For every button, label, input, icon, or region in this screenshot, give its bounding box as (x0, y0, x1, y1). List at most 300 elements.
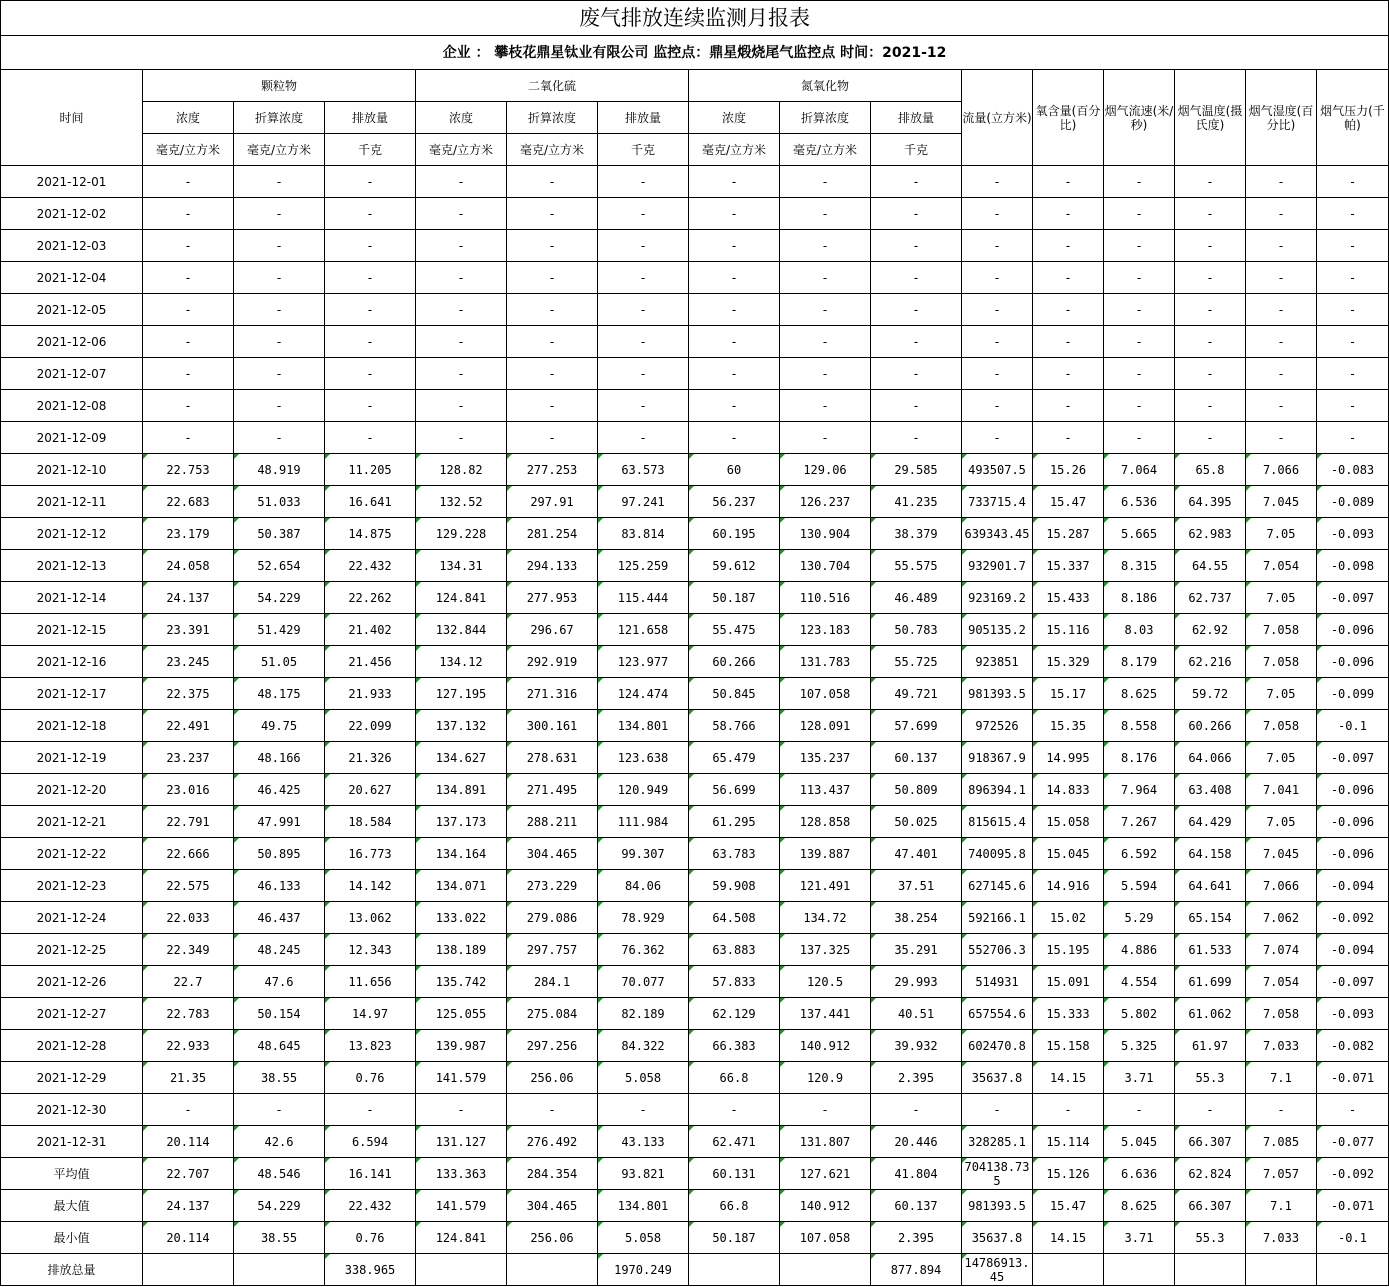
table-row (1, 1062, 1389, 1094)
table-cell: 256.06 (507, 1062, 598, 1094)
table-cell: 1970.249 (598, 1254, 689, 1286)
table-cell: -0.083 (1317, 454, 1389, 486)
table-cell: 120.5 (780, 966, 871, 998)
table-cell: 297.91 (507, 486, 598, 518)
table-cell: 131.783 (780, 646, 871, 678)
report-month: 2021-12 (882, 44, 947, 61)
table-cell: -0.098 (1317, 550, 1389, 582)
table-cell: 7.085 (1246, 1126, 1317, 1158)
table-cell: 22.262 (325, 582, 416, 614)
table-cell: - (1317, 198, 1389, 230)
table-cell: 55.3 (1175, 1222, 1246, 1254)
table-row (1, 454, 1389, 486)
table-cell: 127.195 (416, 678, 507, 710)
table-cell (1246, 1254, 1317, 1286)
table-cell: - (1033, 1094, 1104, 1126)
table-cell: - (598, 230, 689, 262)
table-cell: 37.51 (871, 870, 962, 902)
table-cell: 50.845 (689, 678, 780, 710)
table-cell: 4.886 (1104, 934, 1175, 966)
table-cell: 131.127 (416, 1126, 507, 1158)
table-cell: - (689, 1094, 780, 1126)
table-cell: 48.919 (234, 454, 325, 486)
sub-header: 排放量 (325, 102, 416, 134)
table-cell: 62.737 (1175, 582, 1246, 614)
page-title: 废气排放连续监测月报表 (1, 1, 1389, 36)
table-cell: 8.625 (1104, 678, 1175, 710)
table-cell: 284.1 (507, 966, 598, 998)
unit-header: 毫克/立方米 (416, 134, 507, 166)
table-cell: 93.821 (598, 1158, 689, 1190)
sub-header: 折算浓度 (234, 102, 325, 134)
table-cell: - (1104, 390, 1175, 422)
row-label: 平均值 (1, 1158, 143, 1190)
table-cell: 7.066 (1246, 870, 1317, 902)
table-cell: 304.465 (507, 838, 598, 870)
table-cell: 5.058 (598, 1222, 689, 1254)
table-cell: - (1033, 326, 1104, 358)
table-row (1, 294, 1389, 326)
table-row (1, 550, 1389, 582)
table-cell: 297.757 (507, 934, 598, 966)
table-cell: 111.984 (598, 806, 689, 838)
table-cell: 7.058 (1246, 646, 1317, 678)
table-cell: - (1246, 294, 1317, 326)
table-cell: 981393.5 (962, 678, 1033, 710)
table-cell: - (689, 422, 780, 454)
table-row (1, 774, 1389, 806)
table-cell: 38.254 (871, 902, 962, 934)
table-row (1, 582, 1389, 614)
table-cell: 62.216 (1175, 646, 1246, 678)
table-cell: - (325, 198, 416, 230)
table-cell: 127.621 (780, 1158, 871, 1190)
table-cell: 49.75 (234, 710, 325, 742)
table-cell: - (234, 390, 325, 422)
table-cell: - (1104, 198, 1175, 230)
table-cell: 125.055 (416, 998, 507, 1030)
table-cell: 22.683 (143, 486, 234, 518)
table-cell: - (325, 422, 416, 454)
table-cell: - (507, 166, 598, 198)
unit-header: 毫克/立方米 (507, 134, 598, 166)
table-cell: - (1317, 294, 1389, 326)
table-cell: 48.645 (234, 1030, 325, 1062)
table-cell: 46.437 (234, 902, 325, 934)
table-cell: 51.429 (234, 614, 325, 646)
table-cell: 297.256 (507, 1030, 598, 1062)
table-cell: 8.186 (1104, 582, 1175, 614)
table-cell: 51.05 (234, 646, 325, 678)
table-cell: 896394.1 (962, 774, 1033, 806)
table-cell: 7.045 (1246, 486, 1317, 518)
table-cell: 11.656 (325, 966, 416, 998)
row-label: 2021-12-17 (1, 678, 143, 710)
table-cell: 64.066 (1175, 742, 1246, 774)
table-cell: 552706.3 (962, 934, 1033, 966)
table-cell: 7.1 (1246, 1190, 1317, 1222)
table-cell: 62.92 (1175, 614, 1246, 646)
table-cell: 21.456 (325, 646, 416, 678)
table-cell: 62.824 (1175, 1158, 1246, 1190)
table-cell: - (871, 422, 962, 454)
table-cell: 134.801 (598, 710, 689, 742)
table-cell: 592166.1 (962, 902, 1033, 934)
table-cell: 129.06 (780, 454, 871, 486)
table-cell: 63.783 (689, 838, 780, 870)
table-cell: - (234, 198, 325, 230)
table-cell: 20.446 (871, 1126, 962, 1158)
table-row (1, 326, 1389, 358)
table-cell: 123.183 (780, 614, 871, 646)
table-cell: -0.092 (1317, 902, 1389, 934)
table-cell: 64.641 (1175, 870, 1246, 902)
table-row (1, 870, 1389, 902)
table-cell: 14786913.45 (962, 1254, 1033, 1286)
table-cell: 740095.8 (962, 838, 1033, 870)
table-cell: 61.699 (1175, 966, 1246, 998)
table-cell: 300.161 (507, 710, 598, 742)
table-cell: - (689, 294, 780, 326)
table-cell: 140.912 (780, 1190, 871, 1222)
time-header: 时间 (1, 70, 143, 166)
table-cell: 50.187 (689, 1222, 780, 1254)
table-cell: 134.071 (416, 870, 507, 902)
sub-header: 折算浓度 (507, 102, 598, 134)
table-cell: 5.058 (598, 1062, 689, 1094)
table-cell: - (780, 262, 871, 294)
table-cell: 338.965 (325, 1254, 416, 1286)
table-cell: - (416, 230, 507, 262)
table-cell: 815615.4 (962, 806, 1033, 838)
table-cell: 141.579 (416, 1190, 507, 1222)
table-cell: - (325, 230, 416, 262)
table-cell: - (962, 198, 1033, 230)
table-cell: 7.964 (1104, 774, 1175, 806)
table-cell: -0.071 (1317, 1190, 1389, 1222)
table-cell: - (780, 326, 871, 358)
table-cell: 121.491 (780, 870, 871, 902)
table-cell: 23.016 (143, 774, 234, 806)
table-cell: 15.116 (1033, 614, 1104, 646)
table-cell: 129.228 (416, 518, 507, 550)
table-cell: 61.533 (1175, 934, 1246, 966)
table-cell: 135.237 (780, 742, 871, 774)
table-cell: 47.6 (234, 966, 325, 998)
table-cell: - (1246, 262, 1317, 294)
table-cell: 14.875 (325, 518, 416, 550)
table-cell: 284.354 (507, 1158, 598, 1190)
table-cell: 16.773 (325, 838, 416, 870)
table-row (1, 1158, 1389, 1190)
table-cell: 23.237 (143, 742, 234, 774)
table-cell: 273.229 (507, 870, 598, 902)
sub-header: 折算浓度 (780, 102, 871, 134)
table-cell: - (234, 294, 325, 326)
table-cell: - (325, 390, 416, 422)
table-cell: - (780, 390, 871, 422)
table-row (1, 742, 1389, 774)
table-cell: 602470.8 (962, 1030, 1033, 1062)
table-cell: 7.041 (1246, 774, 1317, 806)
table-cell: 55.475 (689, 614, 780, 646)
table-cell: 22.753 (143, 454, 234, 486)
table-cell: - (598, 390, 689, 422)
table-cell: - (1317, 326, 1389, 358)
table-cell: 7.058 (1246, 710, 1317, 742)
table-cell: 60.266 (1175, 710, 1246, 742)
table-cell: 61.97 (1175, 1030, 1246, 1062)
table-cell: 22.033 (143, 902, 234, 934)
table-row (1, 966, 1389, 998)
table-cell: 24.137 (143, 582, 234, 614)
table-cell: - (507, 198, 598, 230)
row-label: 2021-12-11 (1, 486, 143, 518)
table-cell: 121.658 (598, 614, 689, 646)
table-cell: 131.807 (780, 1126, 871, 1158)
table-cell: 15.35 (1033, 710, 1104, 742)
table-cell: 8.315 (1104, 550, 1175, 582)
table-cell: 41.235 (871, 486, 962, 518)
table-row (1, 422, 1389, 454)
row-label: 2021-12-29 (1, 1062, 143, 1094)
sub-header: 浓度 (143, 102, 234, 134)
table-cell: 134.891 (416, 774, 507, 806)
table-cell: 120.949 (598, 774, 689, 806)
table-cell: 328285.1 (962, 1126, 1033, 1158)
table-cell: - (598, 326, 689, 358)
table-cell: 64.508 (689, 902, 780, 934)
table-cell: 66.307 (1175, 1190, 1246, 1222)
table-cell: 128.82 (416, 454, 507, 486)
table-cell: - (1033, 390, 1104, 422)
table-cell: 60.266 (689, 646, 780, 678)
table-cell: 141.579 (416, 1062, 507, 1094)
table-cell: 50.809 (871, 774, 962, 806)
table-cell: - (325, 166, 416, 198)
table-cell: - (234, 326, 325, 358)
table-cell: 8.179 (1104, 646, 1175, 678)
table-cell: - (1104, 294, 1175, 326)
table-cell: - (1104, 230, 1175, 262)
table-cell: 132.844 (416, 614, 507, 646)
table-cell: - (871, 1094, 962, 1126)
table-cell: 29.585 (871, 454, 962, 486)
table-cell: 21.326 (325, 742, 416, 774)
header-pressure: 烟气压力(千帕) (1317, 70, 1389, 166)
table-cell: - (1317, 230, 1389, 262)
table-cell: 15.195 (1033, 934, 1104, 966)
table-cell: 62.983 (1175, 518, 1246, 550)
table-cell: 38.379 (871, 518, 962, 550)
table-cell: 22.432 (325, 550, 416, 582)
table-cell: - (871, 166, 962, 198)
table-cell: 35637.8 (962, 1062, 1033, 1094)
table-cell: - (689, 166, 780, 198)
table-cell: 132.52 (416, 486, 507, 518)
table-cell: - (507, 390, 598, 422)
table-cell: 14.15 (1033, 1062, 1104, 1094)
table-cell: 14.916 (1033, 870, 1104, 902)
table-row (1, 998, 1389, 1030)
row-label: 2021-12-13 (1, 550, 143, 582)
table-cell: - (598, 358, 689, 390)
table-cell: - (1175, 390, 1246, 422)
table-cell: -0.097 (1317, 582, 1389, 614)
table-cell: 139.987 (416, 1030, 507, 1062)
table-cell: 46.425 (234, 774, 325, 806)
table-cell: -0.082 (1317, 1030, 1389, 1062)
table-cell: 0.76 (325, 1222, 416, 1254)
table-cell: 15.26 (1033, 454, 1104, 486)
table-cell: - (1175, 358, 1246, 390)
table-cell: 7.267 (1104, 806, 1175, 838)
table-cell: 15.329 (1033, 646, 1104, 678)
table-cell: - (780, 422, 871, 454)
table-cell: 110.516 (780, 582, 871, 614)
table-cell: 7.058 (1246, 998, 1317, 1030)
unit-header: 毫克/立方米 (780, 134, 871, 166)
table-cell: - (1175, 1094, 1246, 1126)
table-row (1, 166, 1389, 198)
table-cell: -0.096 (1317, 838, 1389, 870)
table-cell: 50.783 (871, 614, 962, 646)
table-cell: - (325, 358, 416, 390)
table-cell: 18.584 (325, 806, 416, 838)
table-cell: -0.099 (1317, 678, 1389, 710)
table-cell: 134.801 (598, 1190, 689, 1222)
table-cell: 64.158 (1175, 838, 1246, 870)
table-cell: 50.387 (234, 518, 325, 550)
table-cell: 50.895 (234, 838, 325, 870)
table-cell: - (325, 326, 416, 358)
table-cell: 139.887 (780, 838, 871, 870)
table-cell: 22.7 (143, 966, 234, 998)
table-cell: 11.205 (325, 454, 416, 486)
table-cell: 3.71 (1104, 1222, 1175, 1254)
row-label: 2021-12-10 (1, 454, 143, 486)
table-cell: 124.841 (416, 582, 507, 614)
table-cell: - (143, 358, 234, 390)
table-cell: 134.72 (780, 902, 871, 934)
table-cell: - (1175, 422, 1246, 454)
table-cell: -0.097 (1317, 742, 1389, 774)
table-cell: - (507, 326, 598, 358)
table-row (1, 1030, 1389, 1062)
table-cell: 275.084 (507, 998, 598, 1030)
table-cell: 99.307 (598, 838, 689, 870)
table-cell (780, 1254, 871, 1286)
table-cell: - (416, 294, 507, 326)
table-cell: 981393.5 (962, 1190, 1033, 1222)
table-cell: - (1104, 422, 1175, 454)
table-cell: 7.05 (1246, 806, 1317, 838)
table-cell: 66.383 (689, 1030, 780, 1062)
table-cell: - (689, 198, 780, 230)
table-cell: 6.592 (1104, 838, 1175, 870)
table-cell: 6.536 (1104, 486, 1175, 518)
table-cell: 6.594 (325, 1126, 416, 1158)
table-cell: - (325, 1094, 416, 1126)
row-label: 2021-12-14 (1, 582, 143, 614)
table-cell: 47.991 (234, 806, 325, 838)
table-cell: -0.071 (1317, 1062, 1389, 1094)
table-cell: - (1175, 326, 1246, 358)
row-label: 2021-12-22 (1, 838, 143, 870)
table-cell: - (1104, 166, 1175, 198)
table-cell: - (416, 1094, 507, 1126)
table-cell: - (234, 358, 325, 390)
table-cell: -0.096 (1317, 646, 1389, 678)
table-cell: 16.141 (325, 1158, 416, 1190)
table-cell: 137.325 (780, 934, 871, 966)
table-cell: 7.054 (1246, 966, 1317, 998)
table-cell: 627145.6 (962, 870, 1033, 902)
table-cell: -0.096 (1317, 774, 1389, 806)
table-cell: 5.665 (1104, 518, 1175, 550)
table-cell: 63.573 (598, 454, 689, 486)
table-cell: - (871, 230, 962, 262)
table-cell: - (780, 198, 871, 230)
table-cell: - (416, 262, 507, 294)
table-cell: 59.72 (1175, 678, 1246, 710)
table-cell: - (1033, 198, 1104, 230)
table-cell: - (1033, 358, 1104, 390)
table-cell: 137.441 (780, 998, 871, 1030)
table-cell: 923851 (962, 646, 1033, 678)
table-cell: 42.6 (234, 1126, 325, 1158)
table-cell: 50.187 (689, 582, 780, 614)
table-cell: - (780, 166, 871, 198)
table-cell: - (689, 358, 780, 390)
table-cell: 13.823 (325, 1030, 416, 1062)
table-cell: 130.704 (780, 550, 871, 582)
table-cell: 7.045 (1246, 838, 1317, 870)
table-row (1, 1094, 1389, 1126)
table-cell: - (689, 230, 780, 262)
table-cell: 62.129 (689, 998, 780, 1030)
header-humidity: 烟气湿度(百分比) (1246, 70, 1317, 166)
table-cell: 15.114 (1033, 1126, 1104, 1158)
table-cell: 46.489 (871, 582, 962, 614)
table-cell: 39.932 (871, 1030, 962, 1062)
table-cell: 57.833 (689, 966, 780, 998)
table-cell: - (1104, 262, 1175, 294)
row-label: 2021-12-15 (1, 614, 143, 646)
row-label: 2021-12-30 (1, 1094, 143, 1126)
table-cell: 15.333 (1033, 998, 1104, 1030)
table-cell: 7.058 (1246, 614, 1317, 646)
table-cell: 5.045 (1104, 1126, 1175, 1158)
table-cell: - (780, 294, 871, 326)
table-row (1, 486, 1389, 518)
table-cell: - (962, 390, 1033, 422)
table-cell (1317, 1254, 1389, 1286)
table-cell: - (689, 326, 780, 358)
table-cell: 5.594 (1104, 870, 1175, 902)
table-cell: 22.783 (143, 998, 234, 1030)
table-row (1, 806, 1389, 838)
enterprise-label: 企业 ： (442, 44, 490, 61)
table-cell: 54.229 (234, 582, 325, 614)
unit-header: 毫克/立方米 (143, 134, 234, 166)
table-cell: 271.495 (507, 774, 598, 806)
table-row (1, 934, 1389, 966)
table-row (1, 678, 1389, 710)
table-cell: 50.025 (871, 806, 962, 838)
table-cell: 7.033 (1246, 1222, 1317, 1254)
table-cell: 138.189 (416, 934, 507, 966)
